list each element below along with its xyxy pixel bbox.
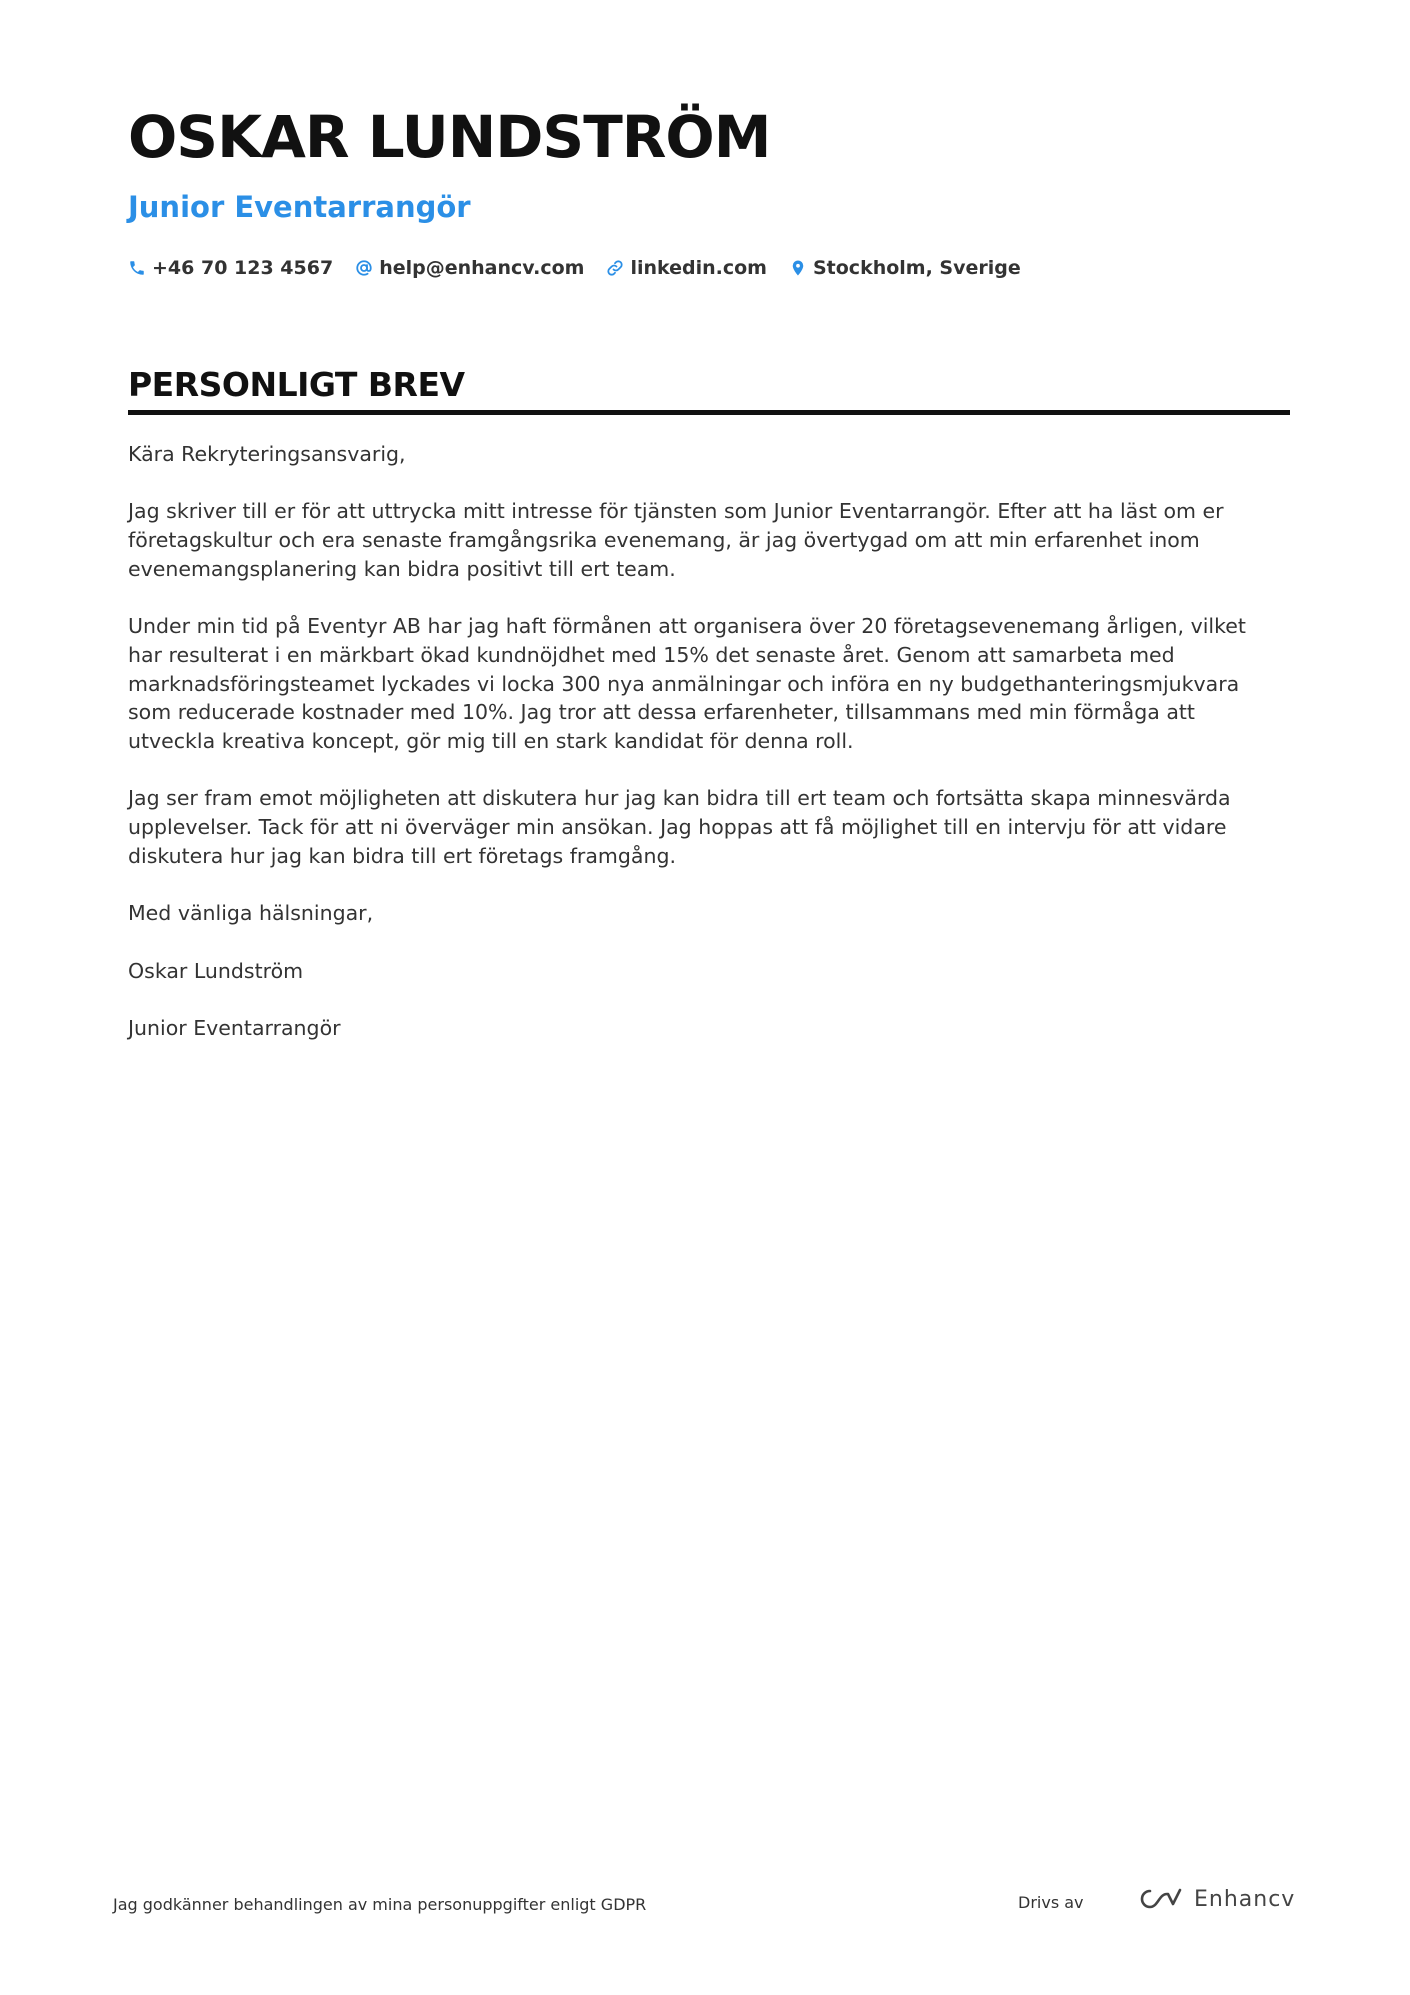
candidate-name: OSKAR LUNDSTRÖM [128, 103, 771, 171]
letter-paragraph-1: Jag skriver till er för att uttrycka mitt intresse för tjänsten som Junior Eventarrangör. Efter att ha läst om er företagskultur och era senaste framgångsrika evenemang, är jag övertygad om att min erfarenhet inom evenemangsplanering kan bidra positivt till ert team. [128, 499, 1224, 581]
powered-by-label: Drivs av [1018, 1893, 1084, 1912]
contact-linkedin-text: linkedin.com [630, 257, 767, 279]
phone-icon [128, 259, 146, 277]
at-icon [355, 259, 373, 277]
signature-title: Junior Eventarrangör [128, 1015, 341, 1040]
enhancv-brand[interactable] [1138, 1886, 1295, 1912]
enhancv-brand-name: Enhancv [1194, 1886, 1296, 1912]
signature-name: Oskar Lundström [128, 958, 304, 983]
enhancv-logo-icon [1138, 1886, 1184, 1912]
section-title: PERSONLIGT BREV [128, 365, 465, 404]
contact-location-text: Stockholm, Sverige [812, 257, 1021, 279]
contact-phone[interactable] [128, 257, 333, 279]
contact-email[interactable] [355, 257, 584, 279]
gdpr-consent: Jag godkänner behandlingen av mina personuppgifter enligt GDPR [113, 1895, 647, 1914]
map-pin-icon [789, 259, 807, 277]
letter-body [128, 440, 1278, 1071]
contact-phone-text: +46 70 123 4567 [152, 257, 334, 279]
contact-location [789, 257, 1021, 279]
contact-linkedin[interactable] [606, 257, 767, 279]
section-divider [128, 410, 1290, 415]
letter-paragraph-2: Under min tid på Eventyr AB har jag haft förmånen att organisera över 20 företagsevenemang årligen, vilket har resulterat i en märkbart ökad kundnöjdhet med 15% det senaste året. Genom att samarbeta med marknadsföringsteamet lyckades vi locka 300 nya anmälningar och införa en ny budgethanteringsmjukvara som reducerade kostnader med 10%. Jag tror att dessa erfarenheter, tillsammans med min förmåga att utveckla kreativa koncept, gör mig till en stark kandidat för denna roll. [128, 614, 1246, 753]
letter-greeting: Kära Rekryteringsansvarig, [128, 442, 406, 466]
letter-closing: Med vänliga hälsningar, [128, 901, 374, 926]
letter-paragraph-3: Jag ser fram emot möjligheten att diskutera hur jag kan bidra till ert team och fortsätta skapa minnesvärda upplevelser. Tack för att ni överväger min ansökan. Jag hoppas att få möjlighet till en intervju för att vidare diskutera hur jag kan bidra till ert företags framgång. [128, 786, 1231, 868]
contact-bar [128, 255, 1021, 281]
link-icon [606, 259, 624, 277]
candidate-role: Junior Eventarrangör [128, 190, 471, 224]
contact-email-text: help@enhancv.com [379, 257, 585, 279]
